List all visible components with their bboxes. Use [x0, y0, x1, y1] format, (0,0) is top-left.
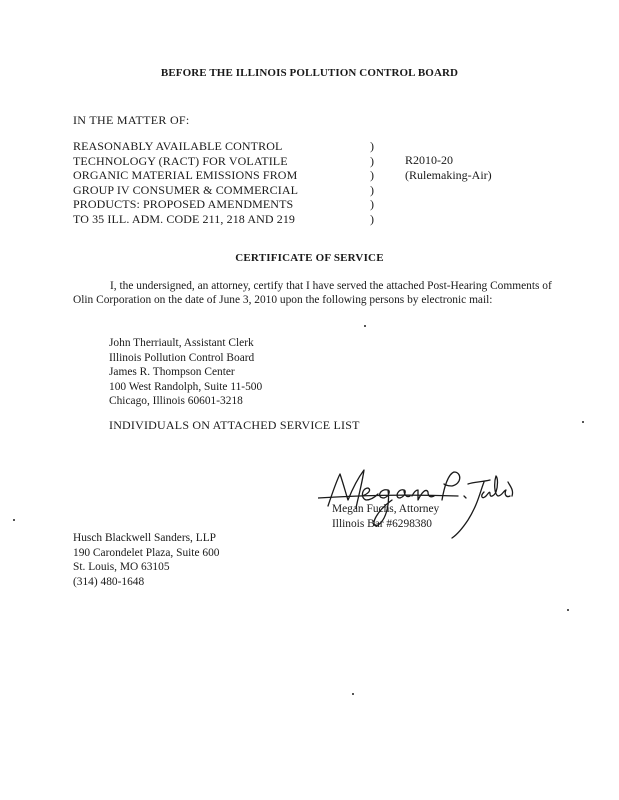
docket-type: (Rulemaking-Air)	[405, 167, 492, 182]
docket-number: R2010-20	[405, 153, 453, 167]
case-caption	[73, 139, 298, 227]
signer-name: Megan Fuchs, Attorney	[332, 503, 440, 515]
caption-line: PRODUCTS: PROPOSED AMENDMENTS	[73, 197, 294, 212]
signature-stroke	[362, 488, 378, 500]
caption-line: GROUP IV CONSUMER & COMMERCIAL	[73, 182, 299, 197]
caption-line: TO 35 ILL. ADM. CODE 211, 218 AND 219	[73, 211, 296, 226]
firm-line: Husch Blackwell Sanders, LLP	[73, 532, 216, 544]
paren: )	[370, 182, 374, 197]
scan-speck	[352, 693, 354, 695]
certification-text: I, the undersigned, an attorney, certify that I have served the attached Post-Hearing Comments of Olin Corporation on the date of June 3, 2010 upon the following persons by electronic mail:	[73, 280, 552, 307]
paren: )	[370, 197, 374, 212]
firm-line: 190 Carondelet Plaza, Suite 600	[73, 546, 220, 559]
signature-stroke	[508, 482, 513, 496]
paren: )	[370, 168, 374, 183]
caption-line: REASONABLY AVAILABLE CONTROL	[73, 139, 283, 153]
recipient-line: 100 West Randolph, Suite 11-500	[109, 380, 263, 393]
firm-address	[73, 531, 219, 589]
scan-speck	[364, 325, 366, 327]
recipient-line: Chicago, Illinois 60601-3218	[109, 395, 243, 408]
caption-line: ORGANIC MATERIAL EMISSIONS FROM	[73, 168, 298, 183]
signature-block	[332, 502, 439, 531]
firm-line: St. Louis, MO 63105	[73, 561, 170, 574]
certification-paragraph	[73, 279, 553, 308]
scan-speck	[567, 609, 569, 611]
recipient-address	[109, 336, 262, 409]
signature-stroke	[464, 496, 466, 498]
caption-parentheses	[370, 139, 374, 227]
matter-heading: IN THE MATTER OF:	[73, 113, 190, 127]
signer-bar-number: Illinois Bar #6298380	[332, 517, 432, 530]
scan-speck	[582, 421, 584, 423]
paren: )	[370, 153, 374, 168]
paren: )	[370, 139, 374, 153]
firm-line: (314) 480-1648	[73, 575, 145, 588]
caption-line: TECHNOLOGY (RACT) FOR VOLATILE	[73, 153, 288, 168]
recipient-line: John Therriault, Assistant Clerk	[109, 337, 254, 349]
paren: )	[370, 211, 374, 226]
docket-block	[405, 153, 492, 182]
service-list-note: INDIVIDUALS ON ATTACHED SERVICE LIST	[109, 418, 360, 432]
certificate-title: CERTIFICATE OF SERVICE	[235, 252, 384, 264]
recipient-line: James R. Thompson Center	[109, 366, 235, 379]
recipient-line: Illinois Pollution Control Board	[109, 351, 255, 364]
signature-stroke	[482, 476, 510, 498]
board-title: BEFORE THE ILLINOIS POLLUTION CONTROL BOARD	[160, 67, 459, 79]
signature-stroke	[452, 480, 490, 538]
signature-stroke	[397, 490, 410, 498]
scan-speck	[13, 519, 15, 521]
